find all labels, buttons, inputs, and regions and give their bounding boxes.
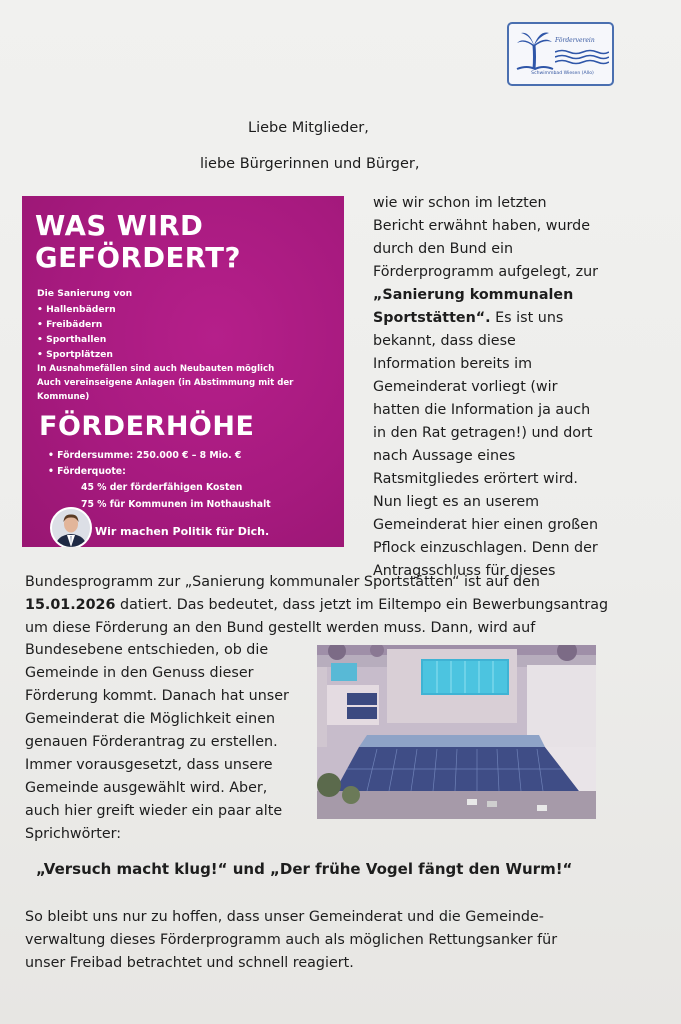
text-line: Bericht erwähnt haben, wurde xyxy=(373,218,591,234)
text-line: Bundesebene entschieden, ob die xyxy=(25,642,269,658)
text-line-mixed xyxy=(25,596,608,614)
text-line: auch hier greift wieder ein paar alte xyxy=(25,803,283,819)
text-line: So bleibt uns nur zu hoffen, dass unser Gemeinderat und die Gemeinde- xyxy=(25,909,544,925)
pool-aerial-photo xyxy=(317,645,596,819)
text-line: Gemeinderat die Möglichkeit einen xyxy=(25,711,276,727)
poster-note-line: Kommune) xyxy=(37,392,90,402)
text-line: Information bereits im xyxy=(373,356,533,372)
program-name: Sportstätten“. xyxy=(373,310,491,326)
greeting-line-1: Liebe Mitglieder, xyxy=(248,120,369,136)
greeting-line-2: liebe Bürgerinnen und Bürger, xyxy=(200,156,420,172)
list-item: • Freibädern xyxy=(37,319,103,330)
text-line: hatten die Information ja auch xyxy=(373,402,591,418)
poster-note-line: Auch vereinseigene Anlagen (in Abstimmung mit der xyxy=(37,378,294,388)
text-line: Förderprogramm aufgelegt, zur xyxy=(373,264,599,280)
person-photo-icon xyxy=(52,509,90,547)
text-line: nach Aussage eines xyxy=(373,448,516,464)
funding-poster xyxy=(22,196,344,547)
poster-heading-3: FÖRDERHÖHE xyxy=(39,411,255,442)
text-line: bekannt, dass diese xyxy=(373,333,516,349)
logo-title: Förderverein xyxy=(555,37,595,44)
list-item: • Fördersumme: 250.000 € – 8 Mio. € xyxy=(48,450,242,461)
palm-tree-icon xyxy=(515,29,555,71)
text-line: Antragsschluss für dieses xyxy=(373,563,556,579)
text-line: Bundesprogramm zur „Sanierung kommunaler Sportstätten“ ist auf den xyxy=(25,574,540,590)
logo-subtitle: Schwimmbad Wiesen (Allo) xyxy=(531,71,594,76)
text-line: Gemeinde in den Genuss dieser xyxy=(25,665,254,681)
text-line: Pflock einzuschlagen. Denn der xyxy=(373,540,598,556)
poster-slogan: Wir machen Politik für Dich. xyxy=(95,525,270,538)
text-line: Nun liegt es an userem xyxy=(373,494,540,510)
list-item: • Förderquote: xyxy=(48,465,126,477)
poster-quota-2: 75 % für Kommunen im Nothaushalt xyxy=(81,499,271,510)
text-line: Förderung kommt. Danach hat unser xyxy=(25,688,289,704)
poster-note-line: In Ausnahmefällen sind auch Neubauten möglich xyxy=(37,364,275,374)
poster-facility-list xyxy=(37,302,116,362)
poster-heading-2: GEFÖRDERT? xyxy=(35,242,241,274)
association-logo xyxy=(507,22,614,86)
text-line: Ratsmitgliedes erörtert wird. xyxy=(373,471,578,487)
proverb-quote: „Versuch macht klug!“ und „Der frühe Vogel fängt den Wurm!“ xyxy=(36,860,573,878)
text-line: um diese Förderung an den Bund gestellt werden muss. Dann, wird auf xyxy=(25,620,536,636)
text-line: „Sanierung kommunalen xyxy=(373,287,574,303)
poster-heading-1: WAS WIRD xyxy=(35,210,204,242)
text-line: Gemeinde ausgewählt wird. Aber, xyxy=(25,780,268,796)
poster-lead: Die Sanierung von xyxy=(37,288,133,299)
avatar xyxy=(50,507,92,547)
text-line: durch den Bund ein xyxy=(373,241,514,257)
list-item: • Sporthallen xyxy=(37,334,107,345)
list-item: • Sportplätzen xyxy=(37,349,113,360)
text-line: verwaltung dieses Förderprogramm auch als möglichen Rettungsanker für xyxy=(25,932,558,948)
text-line: unser Freibad betrachtet und schnell reagiert. xyxy=(25,955,354,971)
text-line: Gemeinderat vorliegt (wir xyxy=(373,379,558,395)
poster-funding-list xyxy=(48,448,241,479)
poster-quota-1: 45 % der förderfähigen Kosten xyxy=(81,482,243,493)
text-line: Immer vorausgesetzt, dass unsere xyxy=(25,757,273,773)
list-item: • Hallenbädern xyxy=(37,304,116,315)
deadline-date: 15.01.2026 xyxy=(25,597,116,613)
text-line: genauen Förderantrag zu erstellen. xyxy=(25,734,278,750)
poster-note xyxy=(37,362,342,404)
waves-icon xyxy=(555,48,609,66)
text-line: Gemeinderat hier einen großen xyxy=(373,517,599,533)
text-span: datiert. Das bedeutet, dass jetzt im Eiltempo ein Bewerbungsantrag xyxy=(115,597,609,613)
text-span: Es ist uns xyxy=(490,310,564,326)
text-line-mixed xyxy=(373,309,563,327)
text-line: wie wir schon im letzten xyxy=(373,195,547,211)
text-line: in den Rat getragen!) und dort xyxy=(373,425,593,441)
text-line: Sprichwörter: xyxy=(25,826,122,842)
